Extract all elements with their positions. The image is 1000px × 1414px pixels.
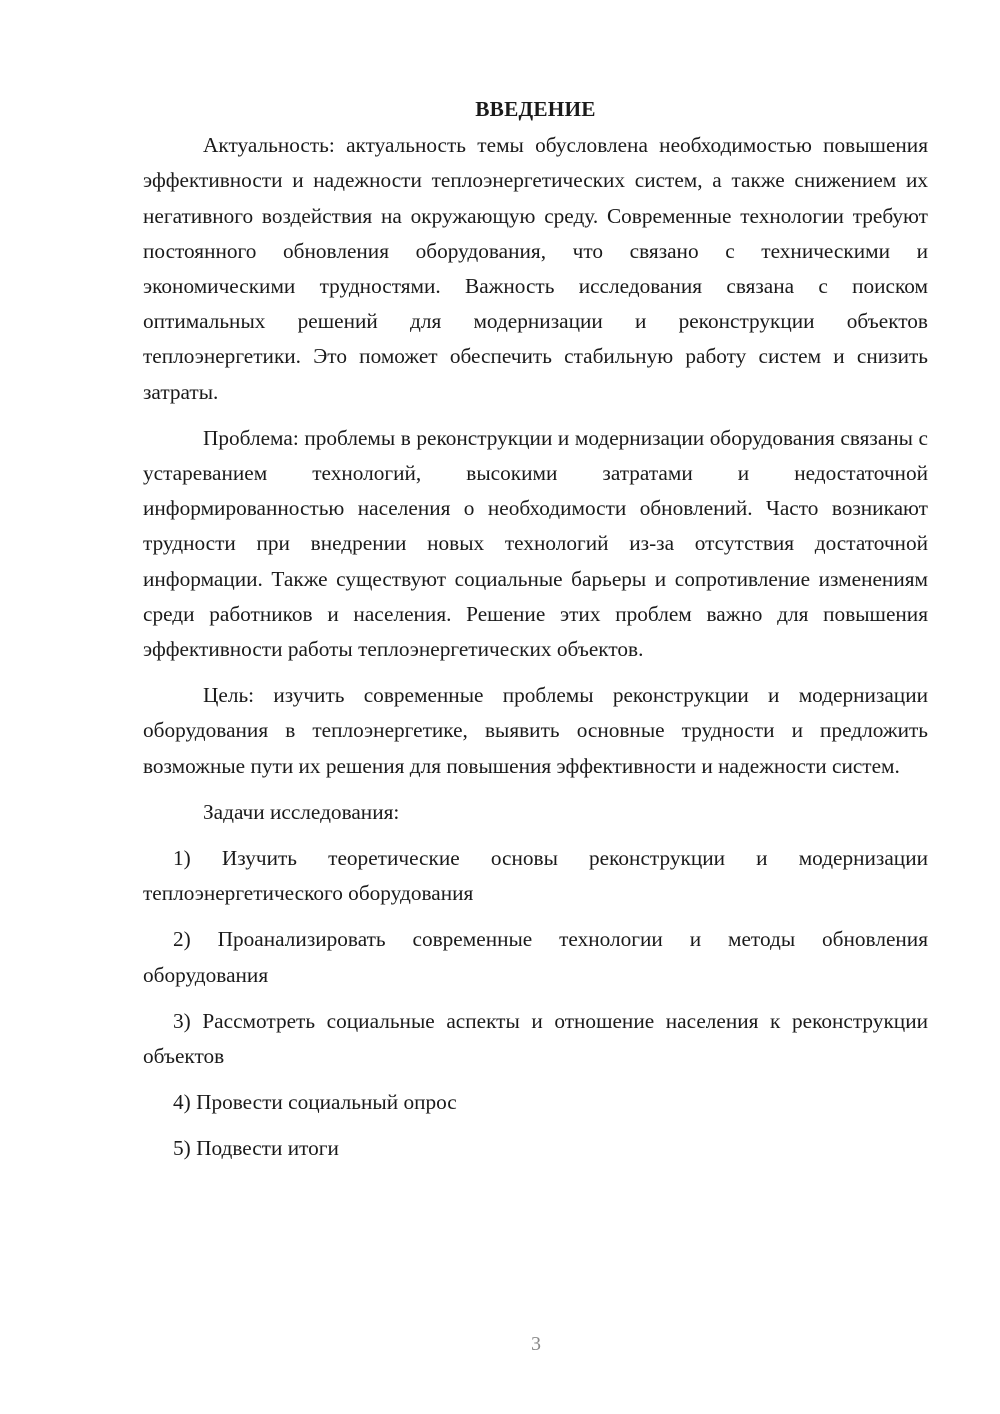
task-item-2: 2) Проанализировать современные технологии и методы обновления оборудования bbox=[143, 927, 928, 987]
page-number: 3 bbox=[531, 1333, 541, 1355]
paragraph-goal: Цель: изучить современные проблемы реконструкции и модернизации оборудования в теплоэнергетике, выявить основные трудности и предложить возможные пути их решения для повышения эффективности и надежности систем. bbox=[143, 683, 928, 778]
task-item-5: 5) Подвести итоги bbox=[173, 1136, 339, 1161]
paragraph-problem: Проблема: проблемы в реконструкции и модернизации оборудования связаны с устареванием технологий, высокими затратами и недостаточной информированностью населения о необходимости обновлений. Часто возникают трудности при внедрении новых технологий из-за отсутствия достаточной информации. Также существуют социальные барьеры и сопротивление изменениям среди работников и населения. Решение этих проблем важно для повышения эффективности работы теплоэнергетических объектов. bbox=[143, 425, 928, 662]
task-item-3: 3) Рассмотреть социальные аспекты и отношение населения к реконструкции объектов bbox=[143, 1008, 928, 1069]
tasks-list bbox=[143, 841, 928, 1167]
paragraph-relevance: Актуальность: актуальность темы обусловлена необходимостью повышения эффективности и надежности теплоэнергетических систем, а также снижением их негативного воздействия на окружающую среду. Современные технологии требуют постоянного обновления оборудования, что связано с техническими и экономическими трудностями. Важность исследования связана с поиском оптимальных решений для модернизации и реконструкции объектов теплоэнергетики. Это поможет обеспечить стабильную работу систем и снизить затраты. bbox=[143, 133, 928, 404]
tasks-title: Задачи исследования: bbox=[203, 799, 400, 824]
section-heading: ВВЕДЕНИЕ bbox=[475, 97, 596, 121]
task-item-1: 1) Изучить теоретические основы реконструкции и модернизации теплоэнергетического оборудования bbox=[143, 846, 928, 906]
task-item-4: 4) Провести социальный опрос bbox=[173, 1090, 457, 1115]
document-page bbox=[143, 92, 928, 1178]
